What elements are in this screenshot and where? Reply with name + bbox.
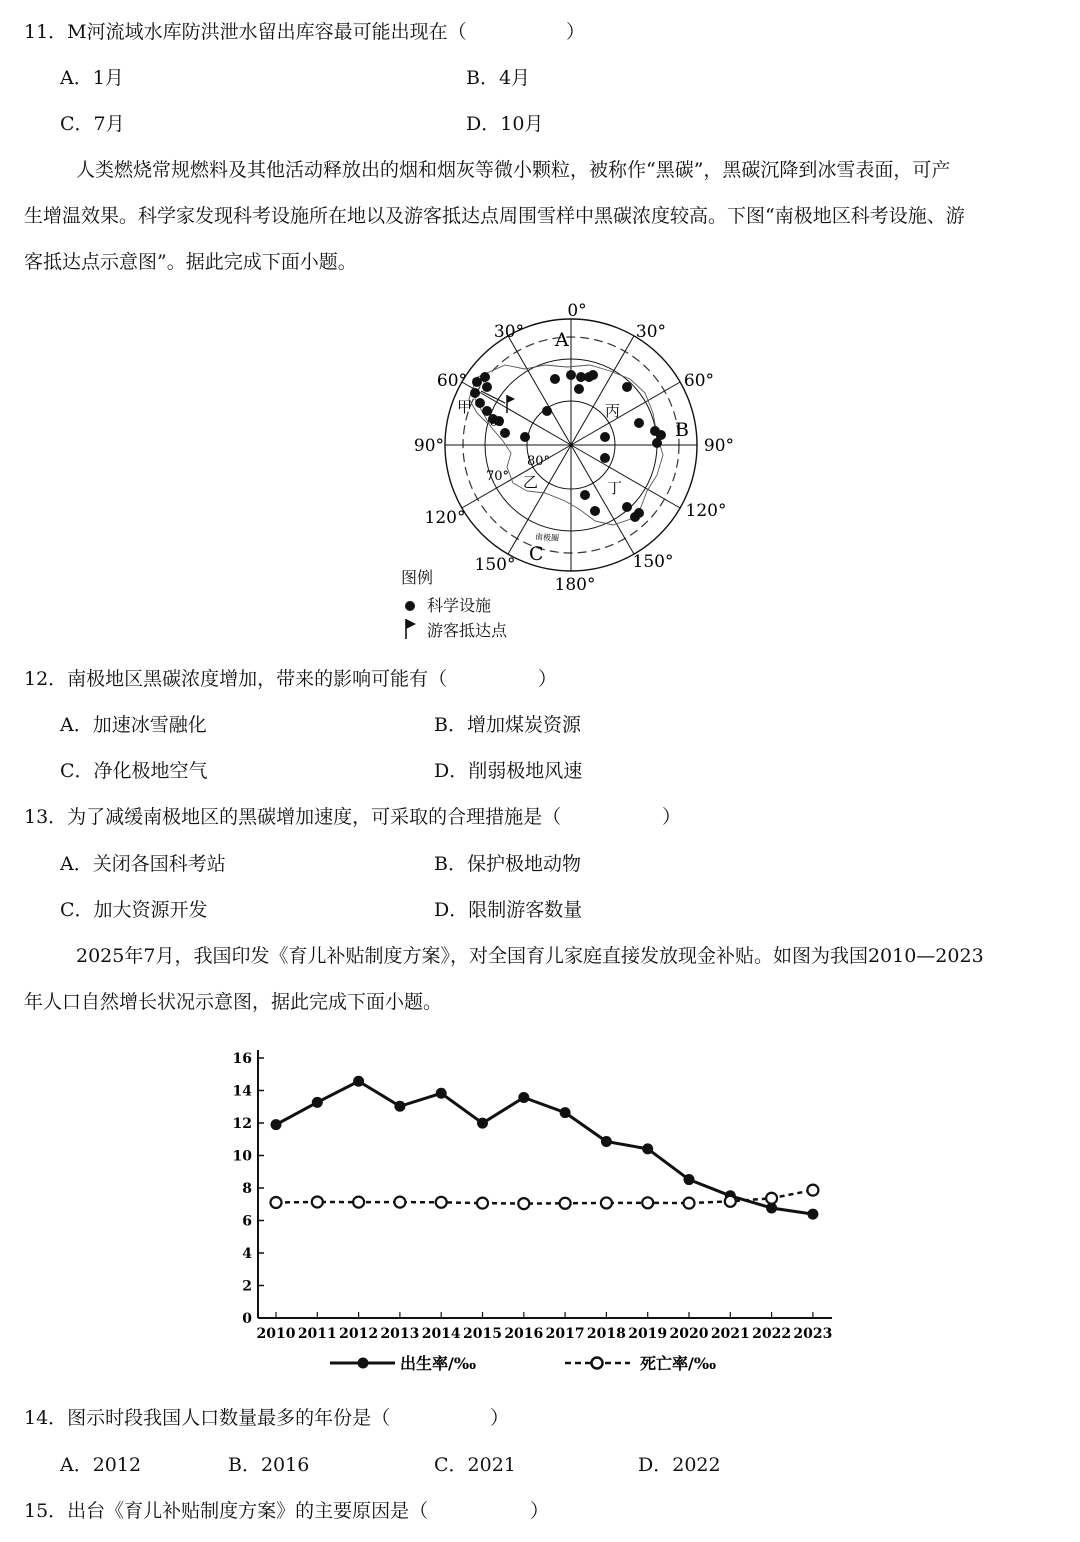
q11-option-d: D．10月 [466,113,544,135]
y-tick-label: 6 [242,1213,252,1230]
legend-death-label: 死亡率/‰ [640,1354,717,1373]
antarctica-map [395,295,745,645]
death-rate-point [394,1197,405,1208]
legend-birth-label: 出生率/‰ [400,1354,477,1373]
antarctic-circle-label: 南极圈 [534,532,560,543]
passage1-line2: 生增温效果。科学家发现科考设施所在地以及游客抵达点周围雪样中黑碳浓度较高。下图“南极地区科考设施、游 [24,205,965,227]
legend-title: 图例 [401,568,434,587]
y-tick-label: 4 [242,1246,252,1262]
q11-option-c: C．7月 [60,113,125,135]
death-rate-point [725,1196,736,1207]
lon-label-60w: 60° [436,371,468,391]
chart-legend [330,1354,716,1373]
region-label-ding: 丁 [607,479,623,497]
birth-rate-point [560,1107,571,1118]
x-tick-label: 2015 [463,1326,502,1342]
region-label-bing: 丙 [605,402,621,420]
lat-label-70: 70° [486,469,510,484]
legend-flag-icon [404,618,418,640]
q13-option-c: C．加大资源开发 [60,899,208,921]
science-facility-dot [574,384,584,394]
birth-rate-point [684,1174,695,1185]
science-facility-dot [566,370,576,380]
science-facility-dot [470,388,480,398]
x-tick-label: 2021 [710,1326,750,1342]
lon-label-120w: 120° [424,508,466,528]
x-tick-label: 2022 [752,1326,792,1342]
lon-label-90e: 90° [703,436,735,456]
science-facility-dot [520,432,530,442]
birth-rate-point [353,1076,364,1087]
y-tick-label: 2 [242,1278,252,1295]
science-facility-dot [588,370,598,380]
science-facility-dot [500,428,510,438]
q12-stem: 12．南极地区黑碳浓度增加，带来的影响可能有（ [24,668,448,690]
y-tick-label: 8 [242,1181,252,1197]
science-facility-dot [600,432,610,442]
x-tick-label: 2011 [297,1326,337,1342]
q13-option-d: D．限制游客数量 [434,899,583,921]
lat-label-80: 80° [527,454,551,469]
x-tick-label: 2020 [669,1326,709,1342]
death-rate-point [271,1197,282,1208]
birth-rate-point [436,1088,447,1099]
science-facility-dot [590,506,600,516]
meridian-line [508,336,571,445]
q13-option-a: A．关闭各国科考站 [60,853,226,875]
q14-option-b: B．2016 [228,1454,310,1476]
birth-rate-point [394,1101,405,1112]
x-tick-label: 2023 [793,1326,833,1342]
science-facility-dot [482,382,492,392]
birth-rate-point [807,1209,818,1220]
x-tick-label: 2012 [339,1326,379,1342]
birth-rate-point [477,1118,488,1129]
birth-rate-point [601,1136,612,1147]
lat-label-60: 60 [490,416,504,429]
science-facility-dot [482,406,492,416]
death-rate-point [766,1193,777,1204]
passage1-line3: 客抵达点示意图”。据此完成下面小题。 [24,251,357,273]
legend-item-tourist: 游客抵达点 [427,621,508,640]
q13-option-b: B．保护极地动物 [434,853,581,875]
death-rate-point [601,1197,612,1208]
y-tick-label: 0 [242,1311,252,1327]
q15-stem: 15．出台《育儿补贴制度方案》的主要原因是（ [24,1500,429,1522]
region-label-b: B [675,419,689,441]
passage2-line2: 年人口自然增长状况示意图，据此完成下面小题。 [24,991,443,1013]
legend-dot-icon [405,601,415,611]
q11-stem: 11．M河流域水库防洪泄水留出库容最可能出现在（ [24,21,467,43]
x-tick-label: 2016 [504,1326,544,1342]
science-facility-dot [542,406,552,416]
science-facility-dot [480,372,490,382]
passage1-line1: 人类燃烧常规燃料及其他活动释放出的烟和烟灰等微小颗粒，被称作“黑碳”，黑碳沉降到冰雪表面，可产 [76,159,951,181]
q14-option-d: D．2022 [638,1454,721,1476]
lon-label-30e: 30° [635,322,667,342]
q14-option-a: A．2012 [60,1454,142,1476]
lon-label-120e: 120° [685,501,727,521]
q13-paren-close: ） [662,806,682,828]
region-label-a: A [555,329,569,351]
science-facility-dot [622,502,632,512]
death-rate-point [684,1198,695,1209]
x-tick-label: 2014 [421,1326,461,1342]
q11-paren-close: ） [566,21,586,43]
q11-option-a: A．1月 [60,67,124,89]
q12-option-c: C．净化极地空气 [60,760,208,782]
birth-rate-point [642,1143,653,1154]
science-facility-dot [550,374,560,384]
death-rate-point [642,1197,653,1208]
q14-stem: 14．图示时段我国人口数量最多的年份是（ [24,1407,391,1429]
death-rate-point [312,1196,323,1207]
y-tick-label: 12 [232,1116,252,1132]
science-facility-dot [634,418,644,428]
birth-rate-point [518,1092,529,1103]
passage2-line1: 2025年7月，我国印发《育儿补贴制度方案》，对全国育儿家庭直接发放现金补贴。如图为我国2010—2023 [76,945,984,967]
q14-paren-close: ） [490,1407,510,1429]
death-rate-point [353,1197,364,1208]
lon-label-180: 180° [554,575,596,595]
lon-label-30w: 30° [493,322,525,342]
lon-label-150e: 150° [632,552,674,572]
death-rate-point [436,1197,447,1208]
x-tick-label: 2010 [256,1326,296,1342]
lon-label-60e: 60° [683,371,715,391]
death-rate-point [807,1185,818,1196]
x-tick-label: 2017 [545,1326,585,1342]
q11-option-b: B．4月 [466,67,531,89]
q12-option-d: D．削弱极地风速 [434,760,583,782]
x-tick-label: 2019 [628,1326,668,1342]
region-label-c: C [529,543,544,565]
science-facility-dot [600,453,610,463]
lon-label-150w: 150° [474,555,516,575]
q14-option-c: C．2021 [434,1454,516,1476]
lon-label-0: 0° [567,301,587,321]
chart-series [271,1076,819,1220]
science-facility-dot [580,490,590,500]
region-label-yi: 乙 [523,473,539,491]
q12-option-a: A．加速冰雪融化 [60,714,207,736]
q12-paren-close: ） [538,668,558,690]
birth-rate-point [312,1097,323,1108]
science-facility-dot [622,382,632,392]
science-facility-dot [634,508,644,518]
legend-death-marker [592,1358,603,1369]
science-facility-dot [475,398,485,408]
death-rate-point [518,1198,529,1209]
birth-rate-point [271,1119,282,1130]
y-tick-label: 16 [232,1051,252,1067]
q15-paren-close: ） [530,1500,550,1522]
legend-birth-marker [358,1358,369,1369]
q13-stem: 13．为了减缓南极地区的黑碳增加速度，可采取的合理措施是（ [24,806,562,828]
x-tick-label: 2013 [380,1326,420,1342]
map-science-facilities [470,370,666,522]
science-facility-dot [652,438,662,448]
death-rate-point [560,1198,571,1209]
chart-y-ticks [233,1051,264,1327]
q12-option-b: B．增加煤炭资源 [434,714,581,736]
meridian-line [462,445,571,508]
legend-item-facility: 科学设施 [427,596,492,615]
region-label-jia: 甲 [457,398,473,416]
lon-label-90w: 90° [413,436,445,456]
y-tick-label: 10 [232,1148,252,1165]
population-line-chart [220,1040,860,1390]
chart-x-ticks [257,1312,833,1342]
y-tick-label: 14 [232,1083,252,1100]
death-rate-point [477,1198,488,1209]
x-tick-label: 2018 [586,1326,626,1342]
